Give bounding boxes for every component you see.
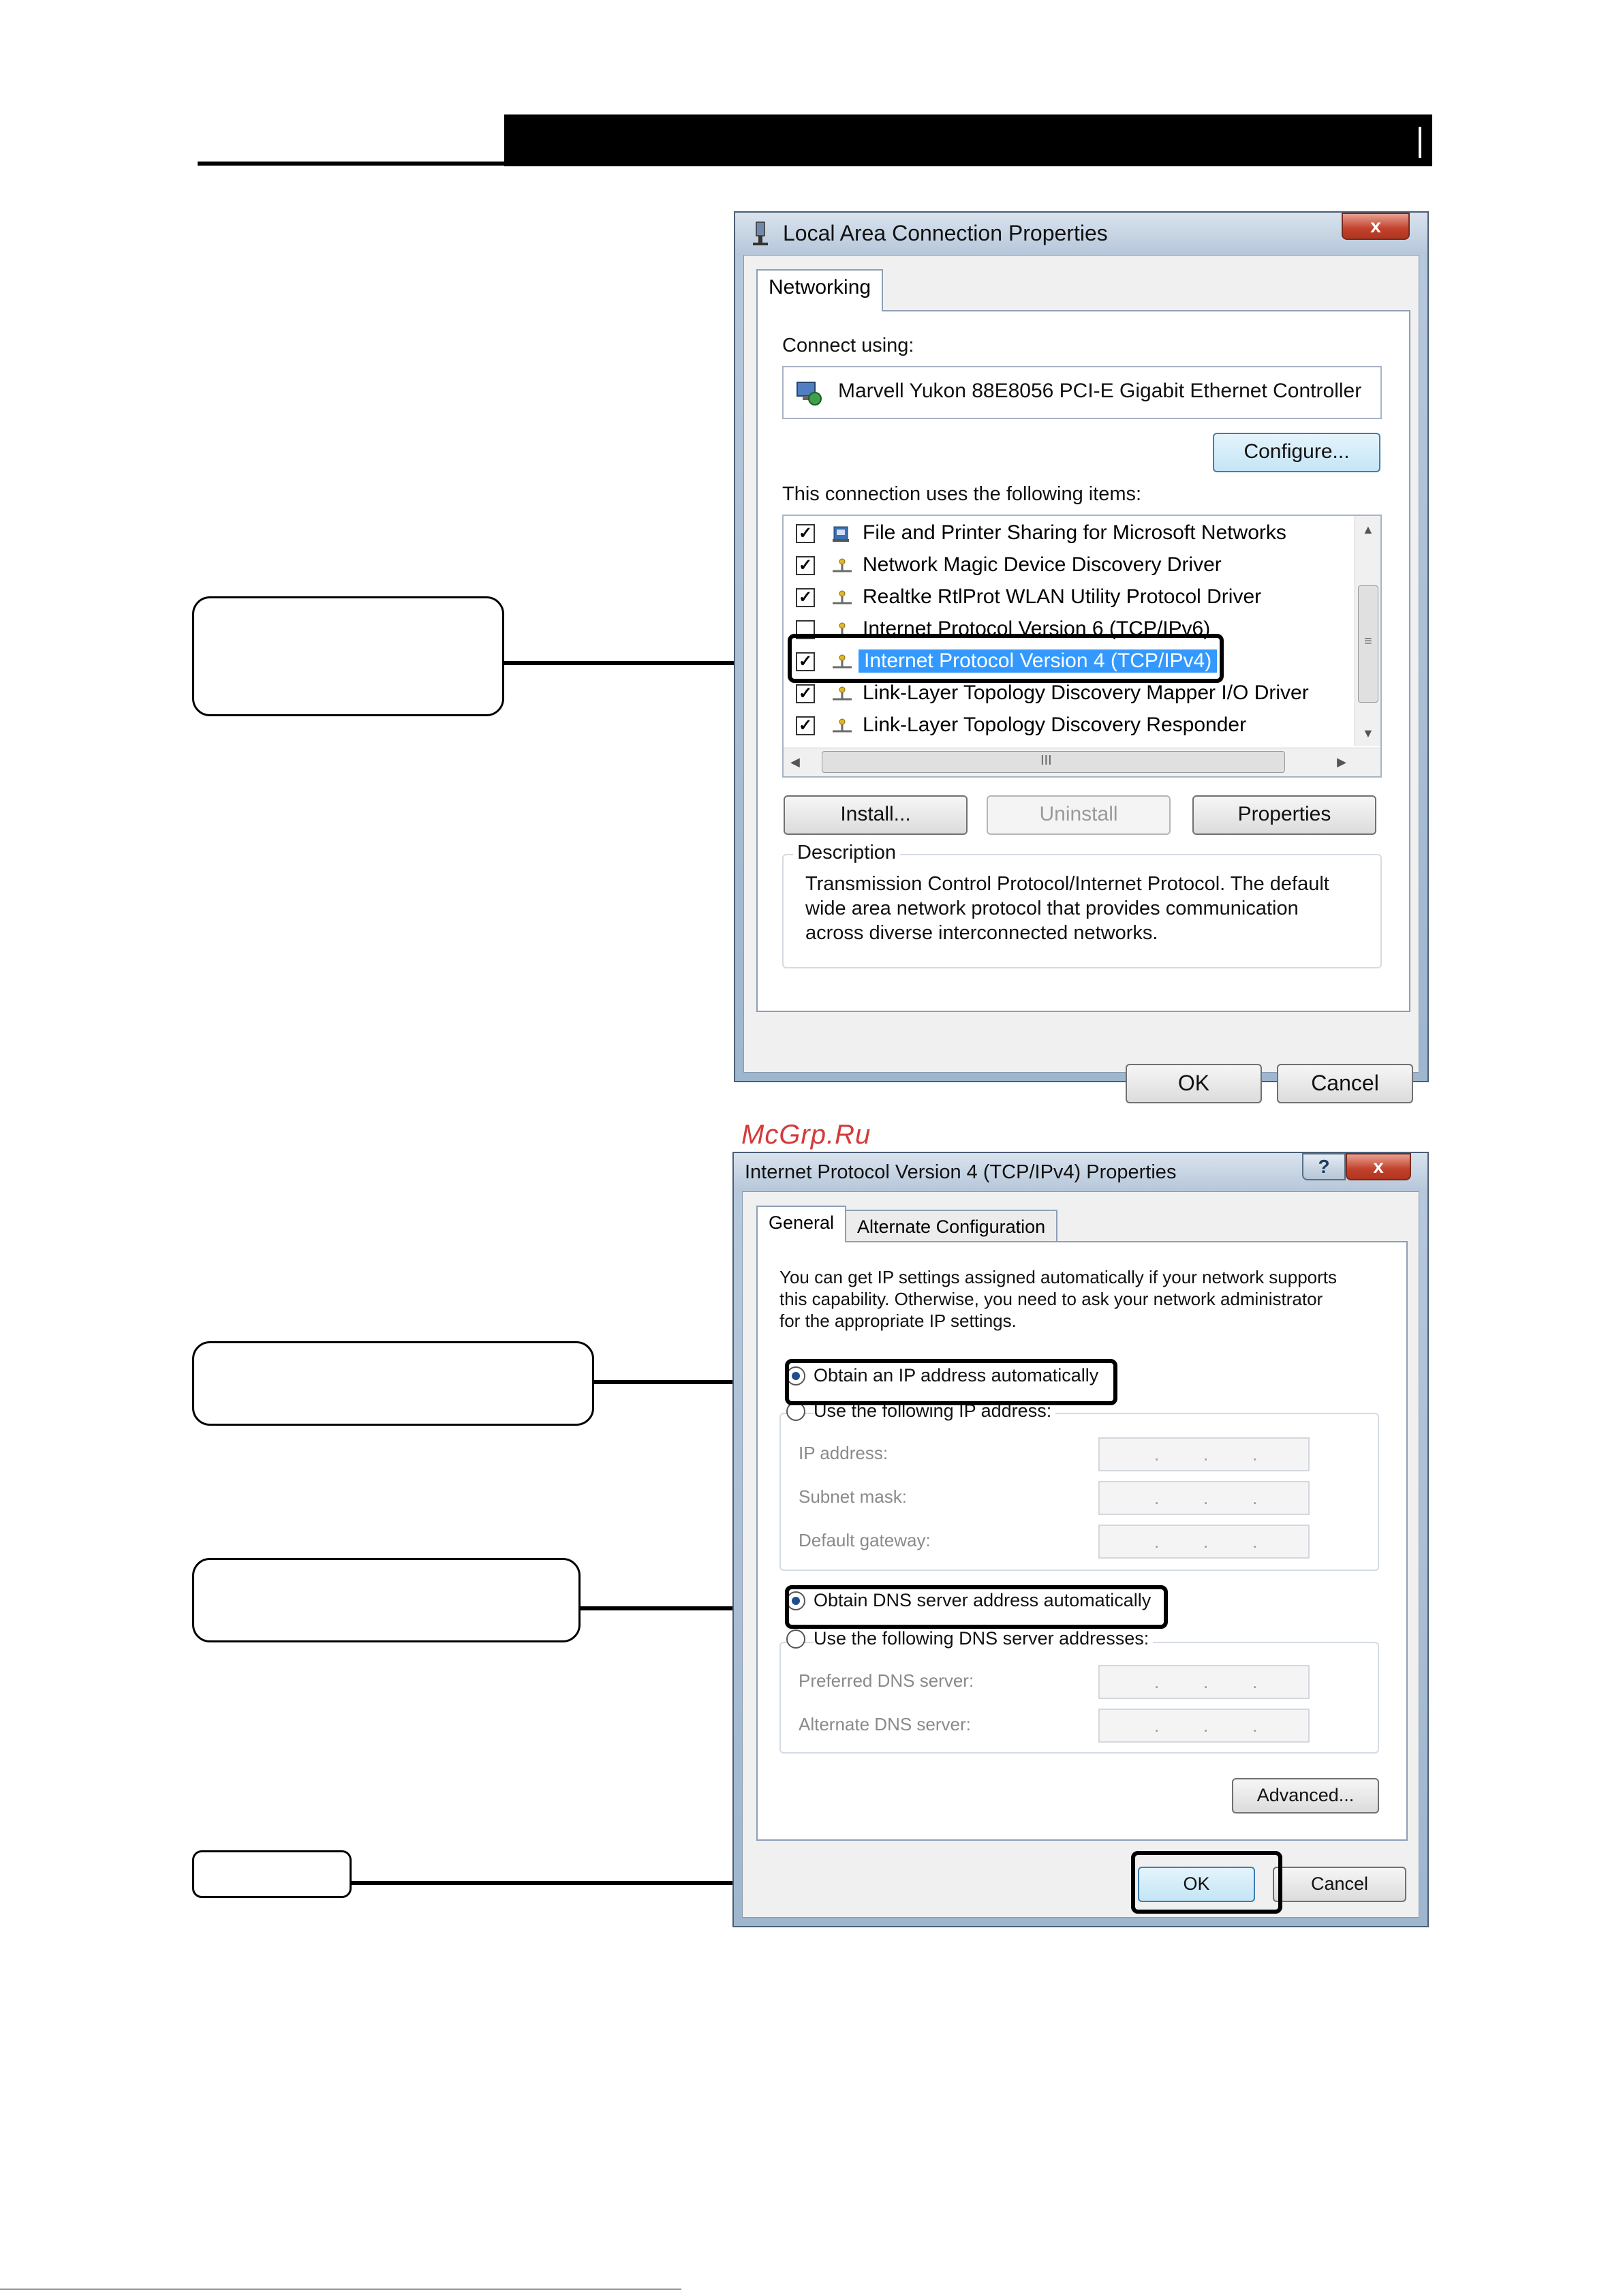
network-adapter-icon <box>794 378 823 407</box>
configure-button[interactable]: Configure... <box>1213 433 1380 472</box>
list-item-label: Internet Protocol Version 6 (TCP/IPv6) <box>863 617 1211 640</box>
ip-dot: . <box>1203 1444 1209 1465</box>
intro-line-1: You can get IP settings assigned automatically if your network supports <box>779 1267 1338 1287</box>
items-label: This connection uses the following items: <box>782 483 1142 505</box>
default-gateway-field[interactable] <box>1098 1525 1310 1559</box>
hscroll-thumb[interactable] <box>822 751 1285 773</box>
ip-dot: . <box>1203 1715 1209 1736</box>
intro-line-3: for the appropriate IP settings. <box>779 1311 1017 1331</box>
help-button[interactable]: ? <box>1302 1153 1346 1180</box>
list-item[interactable] <box>790 519 1349 549</box>
close-button[interactable]: x <box>1346 1153 1411 1180</box>
protocol-icon <box>830 590 854 607</box>
ip-address-label: IP address: <box>799 1443 888 1463</box>
ip-dot: . <box>1252 1531 1258 1552</box>
properties-button[interactable]: Properties <box>1192 795 1376 835</box>
ok-button[interactable]: OK <box>1126 1064 1262 1103</box>
header-bar-tick <box>1419 127 1421 158</box>
adapter-name: Marvell Yukon 88E8056 PCI-E Gigabit Ethernet Controller <box>838 380 1362 402</box>
protocol-icon <box>830 557 854 575</box>
ok-button[interactable]: OK <box>1138 1867 1255 1902</box>
list-vertical-scrollbar[interactable] <box>1355 516 1380 746</box>
preferred-dns-field[interactable] <box>1098 1665 1310 1699</box>
close-button[interactable]: x <box>1342 213 1410 240</box>
cancel-button[interactable]: Cancel <box>1273 1867 1406 1902</box>
tab-general[interactable]: General <box>756 1206 846 1242</box>
list-item[interactable] <box>790 711 1349 741</box>
list-item-label: Link-Layer Topology Discovery Responder <box>863 714 1247 736</box>
list-horizontal-scrollbar[interactable] <box>784 748 1380 776</box>
intro-line-2: this capability. Otherwise, you need to ask your network administrator <box>779 1289 1323 1309</box>
ip-dot: . <box>1252 1444 1258 1465</box>
highlight-ipv4-item <box>788 634 1224 683</box>
install-button[interactable]: Install... <box>784 795 968 835</box>
list-item-label: Network Magic Device Discovery Driver <box>863 553 1222 576</box>
scroll-right-arrow-icon[interactable]: ▶ <box>1337 755 1346 769</box>
ip-dot: . <box>1154 1444 1160 1465</box>
callout-box-ok <box>192 1850 352 1898</box>
header-bar <box>504 114 1432 166</box>
subnet-mask-field[interactable] <box>1098 1481 1310 1515</box>
callout-box-ipv4 <box>192 596 504 716</box>
obtain-dns-auto-label[interactable]: Obtain DNS server address automatically <box>814 1590 1151 1610</box>
use-following-dns-label[interactable]: Use the following DNS server addresses: <box>814 1628 1153 1649</box>
ip-dot: . <box>1154 1672 1160 1692</box>
highlight-obtain-dns <box>785 1585 1168 1629</box>
description-line-3: across diverse interconnected networks. <box>805 922 1158 944</box>
scroll-thumb[interactable] <box>1358 585 1378 703</box>
cancel-button[interactable]: Cancel <box>1277 1064 1413 1103</box>
header-rule <box>198 162 504 166</box>
dialog-body <box>742 1191 1419 1918</box>
checkbox-checked[interactable]: ✓ <box>796 684 815 703</box>
description-line-2: wide area network protocol that provides communication <box>805 898 1299 919</box>
ip-dot: . <box>1154 1488 1160 1508</box>
list-item-label: Realtke RtlProt WLAN Utility Protocol Driver <box>863 585 1262 608</box>
tab-alternate-configuration[interactable]: Alternate Configuration <box>845 1210 1057 1242</box>
checkbox-checked[interactable]: ✓ <box>796 556 815 575</box>
list-item-label: Link-Layer Topology Discovery Mapper I/O Driver <box>863 682 1309 704</box>
alternate-dns-label: Alternate DNS server: <box>799 1714 971 1734</box>
ip-dot: . <box>1154 1715 1160 1736</box>
list-item[interactable] <box>790 551 1349 581</box>
obtain-ip-auto-label[interactable]: Obtain an IP address automatically <box>814 1365 1099 1386</box>
description-line-1: Transmission Control Protocol/Internet Protocol. The default <box>805 873 1329 895</box>
ip-dot: . <box>1252 1672 1258 1692</box>
ip-address-field[interactable] <box>1098 1437 1310 1471</box>
uninstall-button[interactable]: Uninstall <box>987 795 1171 835</box>
callout-box-obtain-ip <box>192 1341 594 1426</box>
scroll-down-arrow-icon[interactable]: ▼ <box>1362 726 1374 740</box>
footer-rule <box>0 2289 681 2290</box>
use-following-ip-label[interactable]: Use the following IP address: <box>814 1400 1055 1422</box>
use-following-dns-radio[interactable] <box>786 1629 805 1649</box>
ipv4-properties-dialog <box>732 1152 1429 1927</box>
callout-box-obtain-dns <box>192 1558 581 1642</box>
adapter-field <box>782 366 1382 419</box>
scroll-up-arrow-icon[interactable]: ▲ <box>1362 523 1374 536</box>
description-label: Description <box>793 842 900 864</box>
default-gateway-label: Default gateway: <box>799 1530 931 1550</box>
watermark: McGrp.Ru <box>741 1120 871 1150</box>
list-item-label: File and Printer Sharing for Microsoft Networks <box>863 521 1286 544</box>
protocol-icon <box>830 718 854 735</box>
alternate-dns-field[interactable] <box>1098 1709 1310 1743</box>
ip-dot: . <box>1203 1672 1209 1692</box>
ip-dot: . <box>1252 1715 1258 1736</box>
list-item[interactable] <box>790 583 1349 613</box>
list-item[interactable] <box>790 679 1349 709</box>
scroll-grip-icon: ≡ <box>1364 634 1372 649</box>
ip-dot: . <box>1154 1531 1160 1552</box>
network-connection-icon <box>750 221 771 247</box>
connect-using-label: Connect using: <box>782 335 914 356</box>
highlight-obtain-ip <box>785 1359 1117 1405</box>
list-item-label: Internet Protocol Version 4 (TCP/IPv4) <box>859 649 1217 673</box>
advanced-button[interactable]: Advanced... <box>1232 1778 1379 1813</box>
dialog-title-bar <box>735 213 1427 255</box>
tab-networking[interactable]: Networking <box>756 269 883 311</box>
ip-dot: . <box>1203 1531 1209 1552</box>
ip-dot: . <box>1252 1488 1258 1508</box>
scroll-left-arrow-icon[interactable]: ◀ <box>790 755 800 769</box>
checkbox-checked[interactable]: ✓ <box>796 652 815 671</box>
checkbox-checked[interactable]: ✓ <box>796 716 815 735</box>
preferred-dns-label: Preferred DNS server: <box>799 1670 974 1691</box>
protocol-icon <box>830 686 854 703</box>
printer-share-icon <box>830 525 854 543</box>
hscroll-grip-icon: III <box>1040 753 1052 768</box>
general-panel <box>756 1241 1408 1841</box>
subnet-mask-label: Subnet mask: <box>799 1486 907 1507</box>
dialog-title: Local Area Connection Properties <box>783 221 1108 245</box>
checkbox-checked[interactable]: ✓ <box>796 524 815 543</box>
ip-dot: . <box>1203 1488 1209 1508</box>
checkbox-checked[interactable]: ✓ <box>796 588 815 607</box>
dialog-title: Internet Protocol Version 4 (TCP/IPv4) Properties <box>745 1161 1177 1183</box>
highlight-ok-button <box>1131 1851 1282 1914</box>
